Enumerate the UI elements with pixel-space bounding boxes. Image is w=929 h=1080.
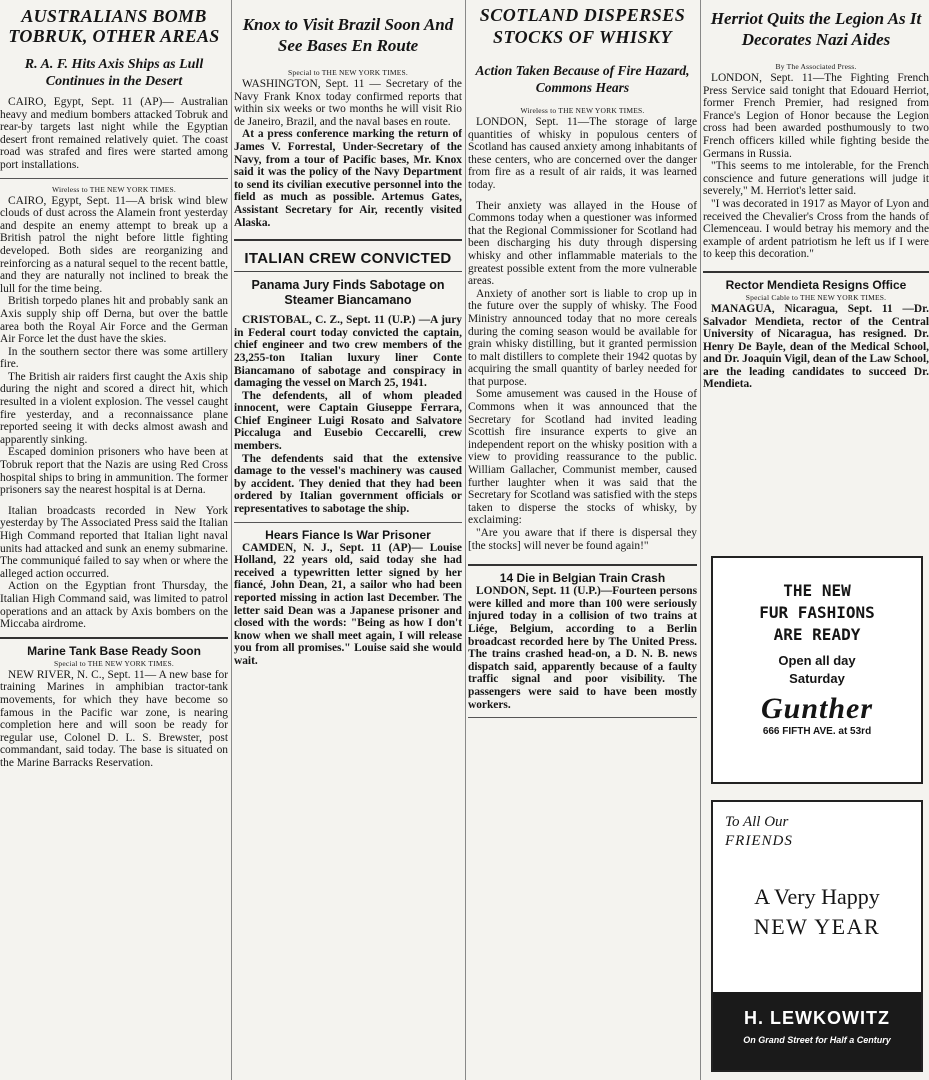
- ad-greeting: FRIENDS: [725, 833, 793, 849]
- headline: Rector Mendieta Resigns Office: [725, 277, 907, 292]
- article-body: [703, 303, 929, 391]
- ad-brand-logo: Gunther: [760, 692, 874, 725]
- article-body: [234, 314, 462, 516]
- paragraph: The defendents said that the extensive damage to the vessel's machinery was caused by accident. They denied that they had been ordered by Italian government officials or representatives to sabotage the ship.: [234, 452, 462, 516]
- paragraph: MANAGUA, Nicaragua, Sept. 11 —Dr. Salvador Mendieta, rector of the Central University of Nicaragua, has resigned. Dr. Henry De Bayle, dean of the Medical School, and Dr. Joaquin Vigil, dean of the Law School, are the leading candidates to succeed Dr. Mendieta.: [703, 302, 929, 391]
- ad-line: ARE READY: [773, 625, 861, 644]
- article-body: [234, 542, 462, 668]
- paragraph: The defendents, all of whom pleaded innocent, were Captain Giuseppe Ferrara, Chief Engineer Luigi Rosato and Salvatore Piccaluga and Eusebio Ceccarelli, crew members.: [234, 389, 462, 453]
- paragraph: LONDON, Sept. 11—The storage of large quantities of whisky in populous centers of Scotland has caused anxiety among inhabitants of these centers, who are concerned over the danger from fire as a result of air raids, it was learned today.: [468, 116, 697, 191]
- column-rule: [465, 0, 466, 1080]
- credit-line: Special to THE NEW YORK TIMES.: [54, 658, 174, 668]
- ad-name-band: [713, 992, 921, 1070]
- article-body: [0, 195, 228, 631]
- paragraph: CAIRO, Egypt, Sept. 11—A brisk wind blew clouds of dust across the Alamein front yesterday and despite an enemy attempt to break up a British patrol the night before little fighting developed. Both sides are reorganizing and reinforcing as a natural sequel to the recent battle, and they are naturally not inclined to break the lull for the time being.: [0, 194, 228, 295]
- advertisement-lewkowitz: [711, 800, 923, 1072]
- headline: AUSTRALIANS BOMB TOBRUK, OTHER AREAS: [8, 6, 220, 46]
- headline: Herriot Quits the Legion As It Decorates Nazi Aides: [710, 9, 922, 49]
- paragraph: Escaped dominion prisoners who have been at Tobruk report that the Nazis are using Red Cross hospital ships to bring in ammunition. The former prisoners say the nearest hospital is at Derna.: [0, 446, 228, 497]
- headline: Marine Tank Base Ready Soon: [27, 643, 201, 658]
- article-herriot: [703, 8, 929, 261]
- column-4: [703, 0, 929, 1080]
- article-body: [468, 116, 697, 552]
- article-knox: [234, 14, 462, 229]
- paragraph: Their anxiety was allayed in the House of Commons today when a questioner was informed that the Regional Commissioner for Scotland had been discharging his duty through dispersing whisky and other inflammable materials to the greatest possible extent from the more vulnerable areas.: [468, 199, 697, 288]
- advertisement-gunther: [711, 556, 923, 784]
- ad-slogan: On Grand Street for Half a Century: [743, 1035, 891, 1045]
- paragraph: "This seems to me intolerable, for the French conscience and future generations will judge it severely," M. Herriot's letter said.: [703, 160, 929, 198]
- credit-line: Special to THE NEW YORK TIMES.: [288, 68, 408, 77]
- paragraph: Anxiety of another sort is liable to crop up in the future over the supply of whisky. The Food Ministry announced today that no more cereals during the coming season would be available for grain whisky distilling, but it granted permission to malt distillers to complete their 1942 quotas by acquiring the small quantity of barley needed for that purpose.: [468, 287, 697, 388]
- headline: Knox to Visit Brazil Soon And See Bases En Route: [242, 15, 454, 55]
- paragraph: In the southern sector there was some artillery fire.: [0, 345, 228, 371]
- paragraph: "I was decorated in 1917 as Mayor of Lyon and received the Chevalier's Cross from the hands of Clemenceau. I would betray his memory and the example of ardent patriotism he left us if I were to keep this decoration.": [703, 197, 929, 261]
- credit-line: Special Cable to THE NEW YORK TIMES.: [745, 292, 887, 302]
- ad-headline: A Very Happy: [754, 884, 880, 909]
- paragraph: CAMDEN, N. J., Sept. 11 (AP)— Louise Holland, 22 years old, said today she had received a typewritten letter signed by her fiancé, John Dean, 21, a sailor who had been reported missing in action last December. The letter said Dean was a Japanese prisoner and closed with the words: "Being as how I don't know when we shall meet again, I will release you from all promises." Louise said she would wait.: [234, 541, 462, 667]
- paragraph: CRISTOBAL, C. Z., Sept. 11 (U.P.) —A jury in Federal court today convicted the captain, chief engineer and two crew members of the 23,255-ton Italian luxury liner Conte Biancamano of sabotage and conspiracy in damaging the vessel on March 25, 1941.: [234, 314, 462, 390]
- subhead: Action Taken Because of Fire Hazard, Commons Hears: [475, 63, 690, 95]
- headline: 14 Die in Belgian Train Crash: [499, 571, 666, 586]
- paragraph: Some amusement was caused in the House of Commons when it was announced that the Secretary for Scotland had invited leading Scottish fire insurance experts to give an independent report on the whisky position with a view to providing reassurance to the public. William Gallacher, Communist member, caused further laughter when it was said that the Secretary for Scotland was satisfied with the steps taken to disperse the stocks of whisky, by exclaiming:: [468, 388, 697, 527]
- article-body: [703, 72, 929, 261]
- divider: [234, 239, 462, 241]
- article-fiance: [234, 528, 462, 668]
- divider: [0, 637, 228, 639]
- column-2: [234, 0, 462, 1080]
- article-body: [0, 96, 228, 172]
- paragraph: At a press conference marking the return of James V. Forrestal, Under-Secretary of the Navy, from a tour of Pacific bases, Mr. Knox said it was the policy of the Navy Department to send its civilian executive personnel into the field as much as possible. Artemus Gates, Assistant Secretary for Air, recently visited Alaska.: [234, 128, 462, 229]
- column-1: [0, 0, 228, 1080]
- paragraph: Action on the Egyptian front Thursday, the Italian High Command said, was limited to patrol operations and an attack by Axis bombers on the Miccaba airdrome.: [0, 580, 228, 631]
- ad-line: FUR FASHIONS: [759, 603, 875, 622]
- article-body: [468, 585, 697, 711]
- ad-headline: NEW YEAR: [753, 914, 881, 939]
- headline: SCOTLAND DISPERSES STOCKS OF WHISKY: [479, 5, 686, 47]
- divider: [468, 564, 697, 566]
- subhead: Panama Jury Finds Sabotage on Steamer Biancamano: [251, 278, 445, 308]
- article-whisky: [468, 4, 697, 552]
- article-train: [468, 571, 697, 711]
- subhead: R. A. F. Hits Axis Ships as Lull Continues in the Desert: [24, 57, 204, 89]
- paragraph: Italian broadcasts recorded in New York yesterday by The Associated Press said the Italian High Command reported that Italian light naval units had attacked and sunk an enemy submarine. The communiqué failed to say when or where the alleged action occurred.: [0, 504, 228, 580]
- ad-line: THE NEW: [783, 581, 851, 600]
- ad-address: 666 FIFTH AVE. at 53rd: [762, 726, 872, 737]
- boxed-headline: ITALIAN CREW CONVICTED: [234, 246, 462, 272]
- article-tobruk: [0, 6, 228, 631]
- paragraph: "Are you aware that if there is dispersal they [the stocks] will never be found again!": [468, 527, 697, 552]
- ad-store-name: H. LEWKOWITZ: [744, 1008, 890, 1028]
- paragraph: British torpedo planes hit and probably sank an Axis supply ship off Derna, but over the battle area both the Royal Air Force and the German Air Force let the dust have the skies.: [0, 295, 228, 346]
- divider: [234, 522, 462, 523]
- paragraph: LONDON, Sept. 11—The Fighting French Press Service said tonight that Edouard Herriot, former French Premier, had resigned from France's Legion of Honor because the Legion cross had been awarded posthumously to two French officers killed while fighting beside the Germans in Russia.: [703, 72, 929, 160]
- ad-line: Saturday: [789, 671, 845, 686]
- paragraph: LONDON, Sept. 11 (U.P.)—Fourteen persons were killed and more than 100 were seriously injured today in a collision of two trains at Liége, Belgium, according to a Berlin broadcast recorded here by The United Press. The trains crashed head-on, a D. N. B. news dispatch said, apparently because of a faulty traffic signal and poor visibility. The passengers were said to have been mostly workers.: [468, 585, 697, 711]
- ad-text-block: [713, 580, 921, 737]
- paragraph: CAIRO, Egypt, Sept. 11 (AP)— Australian heavy and medium bombers attacked Tobruk and rear-by targets last night while the Egyptian desert front remained relatively quiet. The coast road was strafed and fires were started among port installations.: [0, 96, 228, 171]
- headline: Hears Fiance Is War Prisoner: [265, 527, 431, 542]
- divider: [703, 271, 929, 273]
- credit-line: By The Associated Press.: [775, 62, 857, 71]
- article-body: [234, 78, 462, 229]
- article-rector: [703, 278, 929, 391]
- column-rule: [231, 0, 232, 1080]
- divider: [468, 717, 697, 718]
- paragraph: The British air raiders first caught the Axis ship during the night and scored a direct hit, which resulted in a violent explosion. The vessel caught fire yesterday, and a reconnaissance plane reported seeing it with decks almost awash and apparently sinking.: [0, 370, 228, 446]
- paragraph: WASHINGTON, Sept. 11 — Secretary of the Navy Frank Knox today confirmed reports that within six weeks or two months he will visit Rio de Janeiro, Brazil, and the naval bases en route.: [234, 78, 462, 128]
- credit-line: Wireless to THE NEW YORK TIMES.: [52, 184, 176, 194]
- ad-greeting: To All Our: [725, 814, 789, 830]
- article-marine: [0, 644, 228, 770]
- ad-line: Open all day: [778, 653, 856, 668]
- divider: [0, 178, 228, 179]
- column-rule: [700, 0, 701, 1080]
- paragraph: NEW RIVER, N. C., Sept. 11— A new base for training Marines in amphibian tractor-tank movements, for which they have become so famous in the Pacific war zone, is nearing completion here and will soon be ready for regular use, Colonel D. L. S. Brewster, post commandant, said today. The base is situated on the Marine Barracks Reservation.: [0, 668, 228, 769]
- credit-line: Wireless to THE NEW YORK TIMES.: [520, 106, 645, 115]
- column-3: [468, 0, 697, 1080]
- article-body: [0, 669, 228, 770]
- article-italian-crew: [234, 246, 462, 516]
